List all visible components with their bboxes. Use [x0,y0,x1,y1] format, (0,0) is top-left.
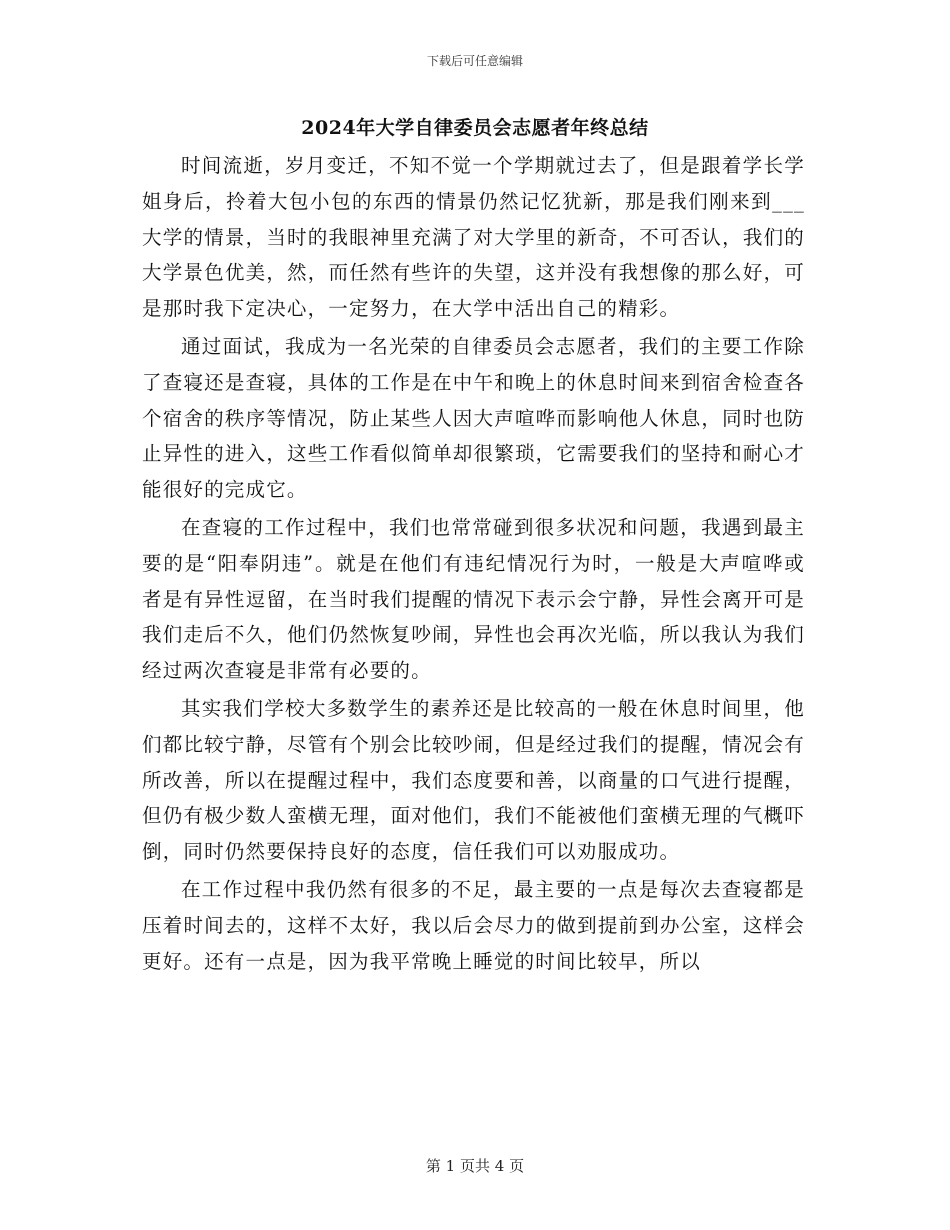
paragraph-4: 其实我们学校大多数学生的素养还是比较高的一般在休息时间里，他们都比较宁静，尽管有个别会比较吵闹，但是经过我们的提醒，情况会有所改善，所以在提醒过程中，我们态度要和善，以商量的口气进行提醒，但仍有极少数人蛮横无理，面对他们，我们不能被他们蛮横无理的气概吓倒，同时仍然要保持良好的态度，信任我们可以劝服成功。 [142,696,805,864]
page-number-footer: 第 1 页共 4 页 [425,1157,525,1175]
document-body [142,148,805,981]
document-title: 2024年大学自律委员会志愿者年终总结 [301,117,649,139]
page-header-note: 下载后可任意编辑 [426,54,523,68]
paragraph-3: 在查寝的工作过程中，我们也常常碰到很多状况和问题，我遇到最主要的是“阳奉阴违”。就是在他们有违纪情况行为时，一般是大声喧哗或者是有异性逗留，在当时我们提醒的情况下表示会宁静，异性会离开可是我们走后不久，他们仍然恢复吵闹，异性也会再次光临，所以我认为我们经过两次查寝是非常有必要的。 [142,515,805,683]
paragraph-5: 在工作过程中我仍然有很多的不足，最主要的一点是每次去查寝都是压着时间去的，这样不太好，我以后会尽力的做到提前到办公室，这样会更好。还有一点是，因为我平常晚上睡觉的时间比较早，所以 [142,877,805,973]
paragraph-2: 通过面试，我成为一名光荣的自律委员会志愿者，我们的主要工作除了查寝还是查寝，具体的工作是在中午和晚上的休息时间来到宿舍检查各个宿舍的秩序等情况，防止某些人因大声喧哗而影响他人休息，同时也防止异性的进入，这些工作看似简单却很繁琐，它需要我们的坚持和耐心才能很好的完成它。 [142,334,805,502]
paragraph-1: 时间流逝，岁月变迁，不知不觉一个学期就过去了，但是跟着学长学姐身后，拎着大包小包的东西的情景仍然记忆犹新，那是我们刚来到___大学的情景，当时的我眼神里充满了对大学里的新奇，不可否认，我们的大学景色优美，然，而任然有些许的失望，这并没有我想像的那么好，可是那时我下定决心，一定努力，在大学中活出自己的精彩。 [142,154,805,321]
